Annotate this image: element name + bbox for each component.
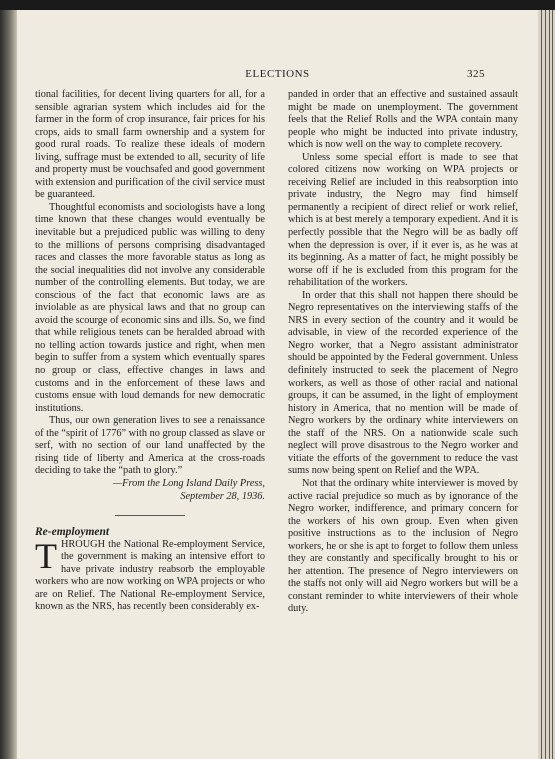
citation-source: —From the Long Island Daily Press, bbox=[113, 477, 265, 489]
paragraph: tional facilities, for decent living quarters for all, for a sensible agrarian system which includes aid for the farmer in the form of crop insurance, fair prices for his crops, aids to small farm ownership and a system for good rural roads. To realize these ideals of modern living, suffrage must be extended to all, security of life and property must be vouchsafed and good government with extension and purification of the civil service must be guaranteed. bbox=[35, 89, 265, 201]
paragraph: Thoughtful economists and sociologists have a long time known that these changes would eventually be inevitable but a prejudiced public was willing to deny to the millions of persons comprising disadvantaged races and classes the more favorable status as long as the social inequalities did not involve any considerable number of the controlling elements. But today, we are conscious of the fact that economic laws are as inviolable as are physical laws and that no group can avoid the scourge of economic sins and ills. So, we find that while religious tenets can be heralded abroad with no telling action towards justice and right, when men begin to suffer from a system which eventually spares no group or class, effective changes in laws and customs and in the enforcement of these laws and customs ensue with loud demands for new democratic institutions. bbox=[35, 201, 265, 414]
left-column bbox=[35, 89, 265, 614]
paragraph: In order that this shall not happen there should be Negro representatives on the interviewing staffs of the NRS in every section of the country and it would be advisable, in view of the recorded experience of the Negro worker, that a Negro assistant administrator should be appointed by the Federal government. Unless definitely instructed to seek the placement of Negro workers, as well as those of other racial and national groups, it can be assumed, in the light of employment history in America, that no mention will be made of Negro workers by the ordinary white interviewers on the staff of the NRS. On a nationwide scale such neglect will prove disastrous to the Negro worker and vitiate the efforts of the government to reduce the vast sums now being spent on Relief and the WPA. bbox=[288, 289, 518, 477]
scan-top-border bbox=[0, 0, 555, 10]
section-divider bbox=[115, 515, 185, 516]
page-number: 325 bbox=[467, 68, 485, 80]
lead-word: HROUGH bbox=[61, 538, 106, 550]
citation-date: September 28, 1936. bbox=[180, 490, 265, 502]
section-heading: Re-employment bbox=[35, 526, 110, 539]
book-gutter bbox=[0, 10, 17, 759]
citation bbox=[35, 478, 265, 503]
paragraph bbox=[35, 535, 265, 614]
book-page bbox=[17, 10, 538, 759]
paragraph: Thus, our own generation lives to see a renaissance of the “spirit of 1776” with no group classed as slave or serf, with no section of our land unaffected by the rising tide of liberty and America at the cross-roads deciding to take the “path to glory.” bbox=[35, 415, 265, 477]
running-header bbox=[17, 68, 538, 82]
paragraph: Not that the ordinary white interviewer is moved by active racial prejudice so much as by ignorance of the Negro worker, indifference, and primary concern for the workers of his own group. Even when given positive instructions as to the inclusion of Negro workers, he or she is apt to forget to follow them unless they are constantly and specifically brought to his or her attention. The presence of Negro interviewers on the staffs not only will aid Negro workers but will be a constant reminder to white interviewers of their whole duty. bbox=[288, 477, 518, 615]
paragraph-text: the National Re-employment Service, the government is making an intensive effort to have private industry reabsorb the employable workers who are now working on WPA projects or who are on Relief. The National Re-employment Service, known as the NRS, has recently been considerably ex- bbox=[35, 538, 265, 613]
running-title: ELECTIONS bbox=[245, 68, 310, 80]
paragraph: Unless some special effort is made to see that colored citizens now working on WPA projects or receiving Relief are included in this reabsorption into private industry, the Negro may find himself permanently a recipient of direct relief or work relief, which is at best merely a temporary expedient. And it is perfectly possible that the Negro will be as badly off when the depression is over, if it ever is, as he was at its beginning. As a matter of fact, he might possibly be worse off if he is excluded from this program for the rehabilitation of the workers. bbox=[288, 151, 518, 289]
page-stack-edge bbox=[538, 10, 555, 759]
right-column bbox=[288, 89, 518, 616]
drop-cap: T bbox=[35, 535, 57, 576]
paragraph: panded in order that an effective and sustained assault might be made on unemployment. The government feels that the Relief Rolls and the WPA contain many people who might be inducted into private industry, which is now well on the way to complete recovery. bbox=[288, 89, 518, 151]
